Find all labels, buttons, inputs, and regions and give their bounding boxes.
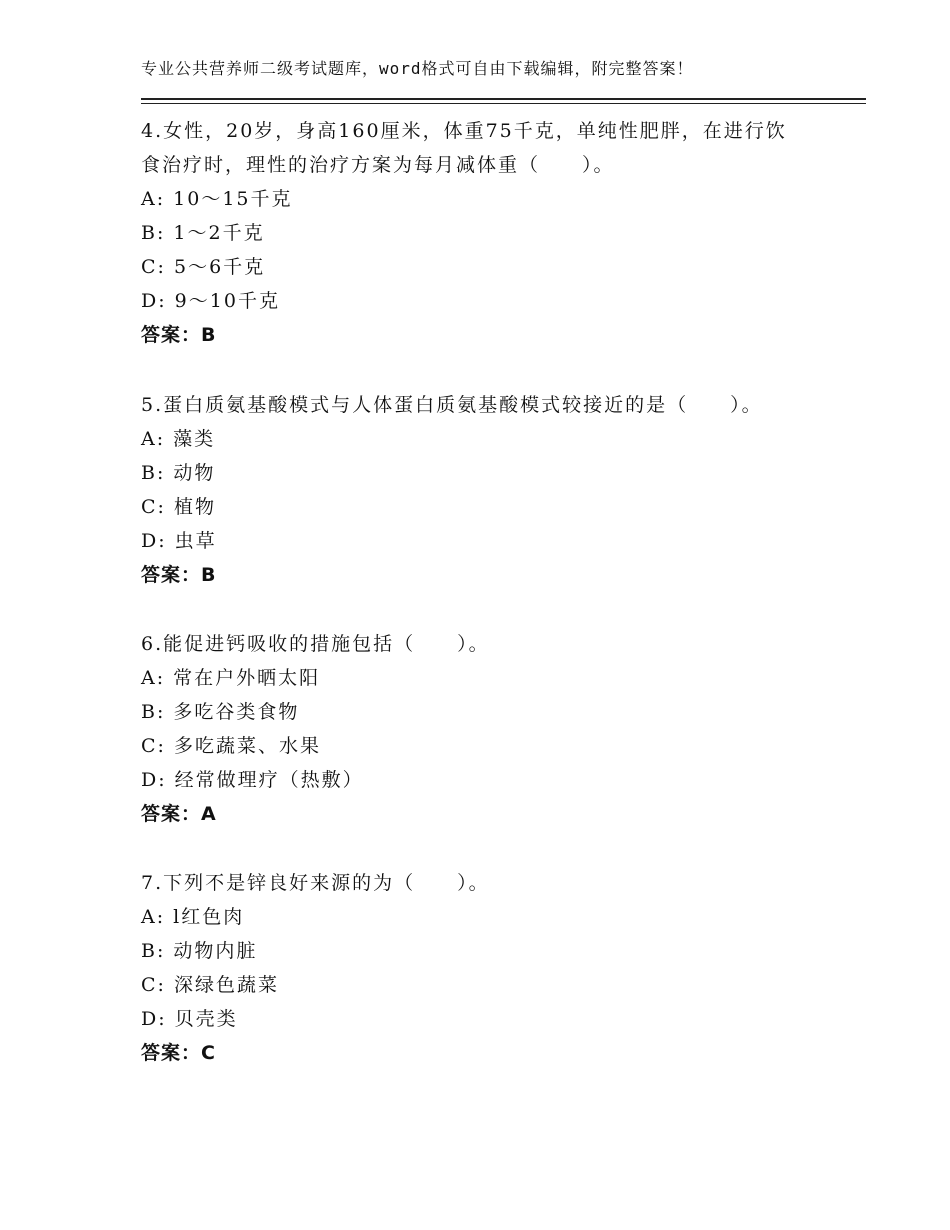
question-text-line: 7.下列不是锌良好来源的为（ ）。	[141, 872, 490, 894]
answer: 答案：B	[141, 564, 217, 586]
question-7	[141, 866, 841, 1070]
option-d: D: 贝壳类	[141, 1008, 238, 1030]
option-c: C: 多吃蔬菜、水果	[141, 735, 321, 757]
question-text-line: 食治疗时，理性的治疗方案为每月减体重（ ）。	[141, 154, 615, 176]
option-d: D: 经常做理疗（热敷）	[141, 769, 364, 791]
header-divider	[141, 98, 866, 100]
question-5	[141, 388, 841, 592]
answer: 答案：C	[141, 1042, 216, 1064]
question-text-line: 5.蛋白质氨基酸模式与人体蛋白质氨基酸模式较接近的是（ ）。	[141, 394, 763, 416]
option-b: B: 动物	[141, 462, 216, 484]
option-c: C: 5～6千克	[141, 256, 266, 278]
answer: 答案：A	[141, 803, 217, 825]
header-divider-thin	[141, 103, 866, 104]
answer: 答案：B	[141, 324, 217, 346]
option-a: A: 10～15千克	[141, 188, 293, 210]
option-b: B: 1～2千克	[141, 222, 265, 244]
option-d: D: 虫草	[141, 530, 217, 552]
option-c: C: 深绿色蔬菜	[141, 974, 279, 996]
question-text-line: 4.女性，20岁，身高160厘米，体重75千克，单纯性肥胖，在进行饮	[141, 120, 787, 142]
option-b: B: 多吃谷类食物	[141, 701, 300, 723]
question-4	[141, 114, 841, 352]
option-a: A: 常在户外晒太阳	[141, 667, 321, 689]
option-b: B: 动物内脏	[141, 940, 258, 962]
option-a: A: l红色肉	[141, 906, 245, 928]
option-d: D: 9～10千克	[141, 290, 280, 312]
option-c: C: 植物	[141, 496, 216, 518]
document-header: 专业公共营养师二级考试题库，word格式可自由下载编辑，附完整答案！	[141, 59, 694, 78]
option-a: A: 藻类	[141, 428, 216, 450]
question-6	[141, 627, 841, 831]
question-text-line: 6.能促进钙吸收的措施包括（ ）。	[141, 633, 490, 655]
